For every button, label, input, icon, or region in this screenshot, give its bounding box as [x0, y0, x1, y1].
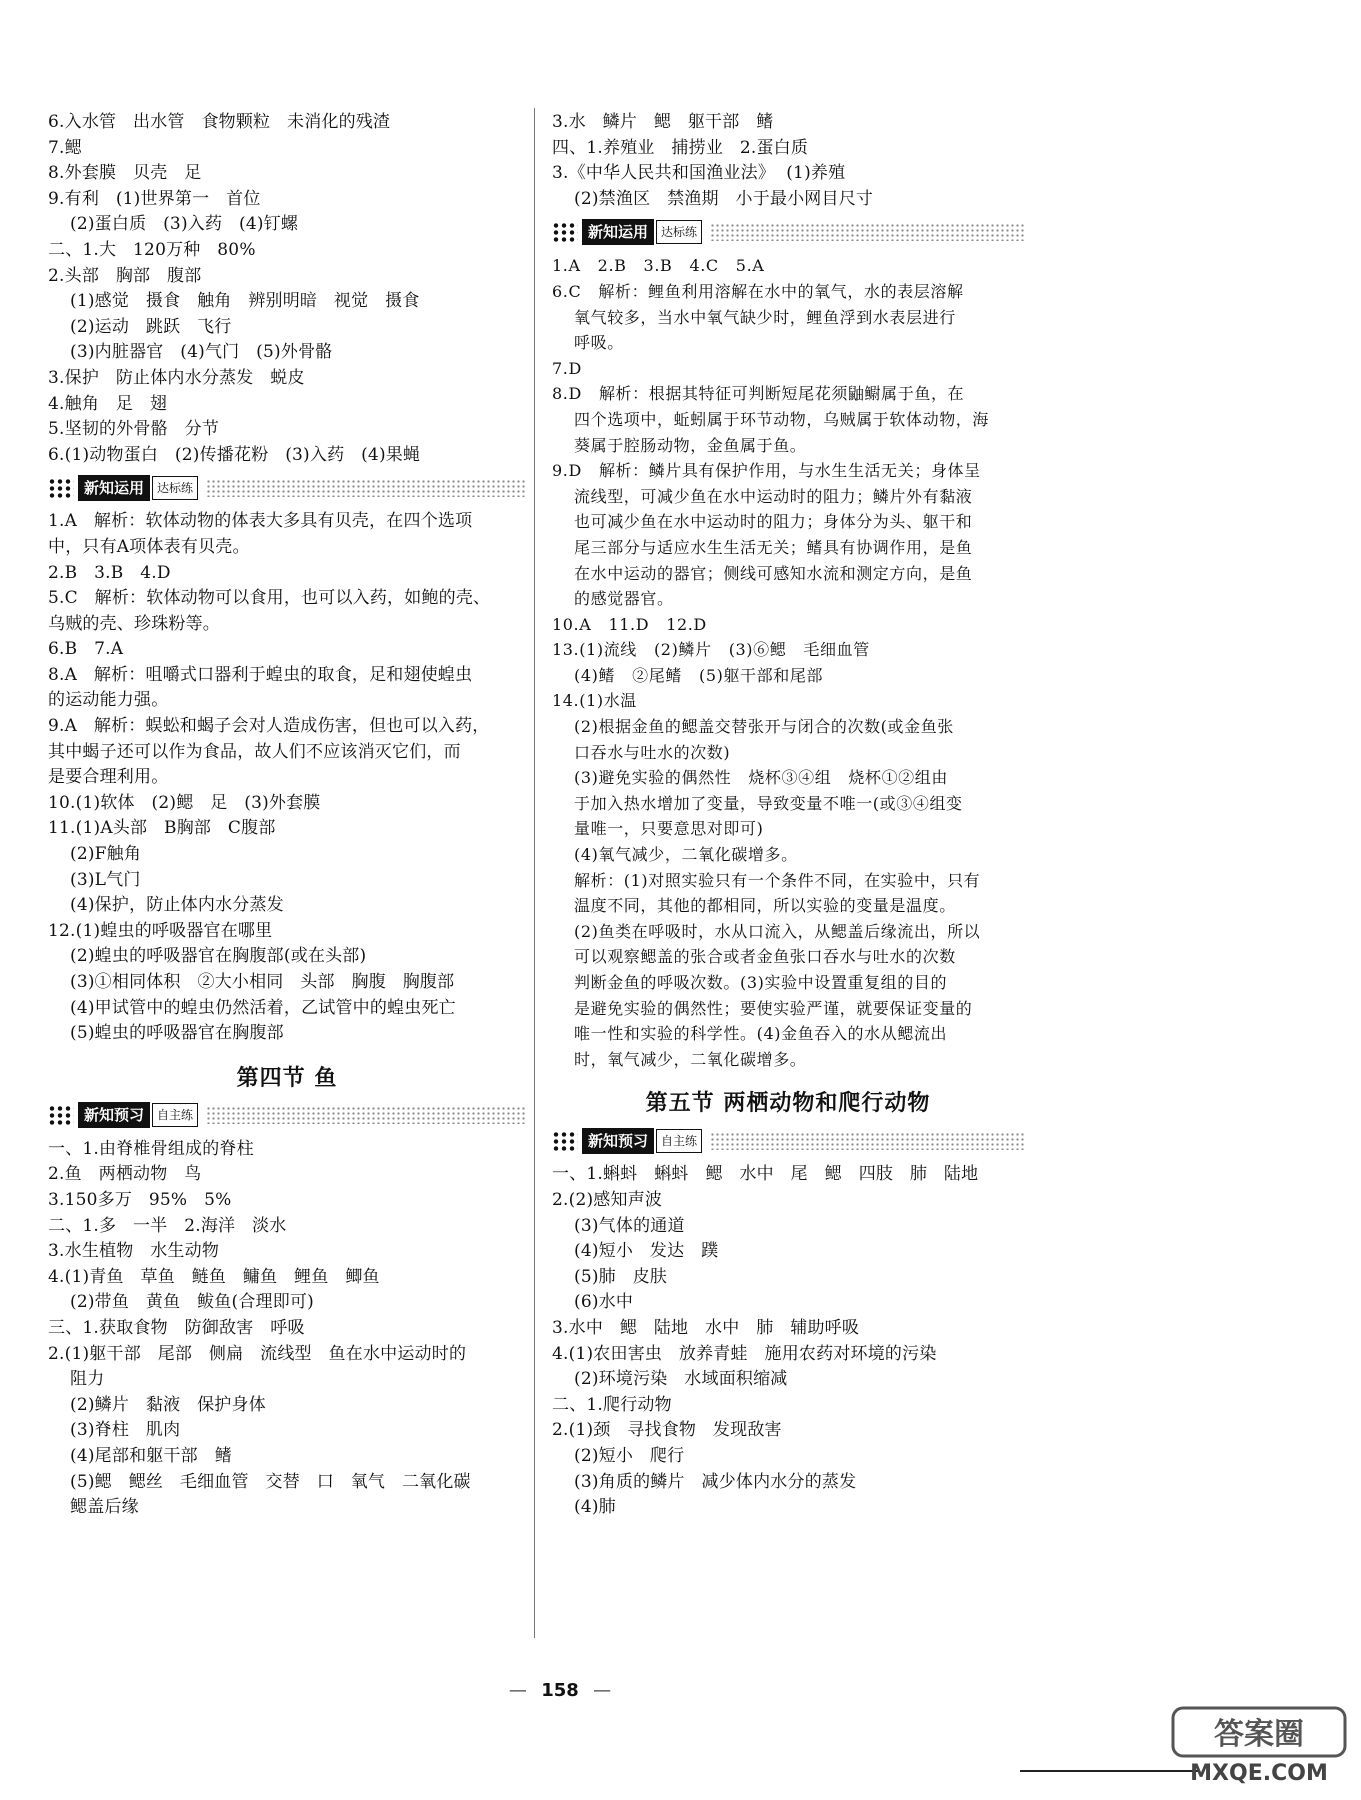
answer-line: 二、1.大 120万种 80%	[48, 239, 256, 260]
answer-line: 呼吸。	[574, 333, 624, 353]
answer-line: (2)短小 爬行	[574, 1445, 685, 1466]
answer-line: (4)尾部和躯干部 鳍	[70, 1445, 232, 1466]
section-banner	[552, 1127, 1024, 1154]
banner-main-label: 新知运用	[582, 219, 654, 245]
answer-line: (2)蛋白质 (3)入药 (4)钉螺	[70, 214, 299, 235]
watermark-logo	[1169, 1704, 1349, 1786]
answer-line: (2)F触角	[70, 844, 142, 865]
answer-line: 13.(1)流线 (2)鳞片 (3)⑥鳃 毛细血管	[552, 640, 870, 660]
watermark-top-text: 答案圈	[1214, 1717, 1304, 1752]
dotted-trail	[206, 1106, 526, 1124]
answer-line: 2.B 3.B 4.D	[48, 562, 171, 583]
section-title: 第五节 两栖动物和爬行动物	[645, 1091, 931, 1117]
answer-line: 是避免实验的偶然性；要使实验严谨，就要保证变量的	[574, 998, 973, 1018]
answer-line: 3.水中 鳃 陆地 水中 肺 辅助呼吸	[552, 1317, 860, 1338]
banner-sub-label: 达标练	[656, 220, 702, 244]
answer-line: 量唯一，只要意思对即可)	[574, 819, 764, 839]
left-column	[48, 110, 526, 1521]
banner-main-label: 新知预习	[78, 1102, 150, 1128]
answer-line: 2.(2)感知声波	[552, 1189, 663, 1210]
answer-line: 的运动能力强。	[48, 690, 169, 711]
answer-line: 二、1.多 一半 2.海洋 淡水	[48, 1215, 287, 1236]
answer-line: 乌贼的壳、珍珠粉等。	[48, 613, 220, 634]
answer-block	[48, 509, 526, 1046]
answer-line: 8.A 解析：咀嚼式口器利于蝗虫的取食，足和翅使蝗虫	[48, 664, 473, 685]
answer-line: 6.(1)动物蛋白 (2)传播花粉 (3)入药 (4)果蝇	[48, 444, 421, 465]
section-title: 第四节 鱼	[236, 1065, 338, 1091]
answer-line: 一、1.蝌蚪 蝌蚪 鳃 水中 尾 鳃 四肢 肺 陆地	[552, 1164, 979, 1185]
answer-line: (2)禁渔区 禁渔期 小于最小网目尺寸	[574, 188, 874, 209]
page-number	[490, 1680, 630, 1701]
answer-line: 3.保护 防止体内水分蒸发 蜕皮	[48, 367, 305, 388]
answer-line: 6.入水管 出水管 食物颗粒 未消化的残渣	[48, 112, 391, 132]
answer-line: 于加入热水增加了变量，导致变量不唯一(或③④组变	[574, 793, 963, 813]
answer-line: 氧气较多，当水中氧气缺少时，鲤鱼浮到水表层进行	[574, 307, 956, 327]
answer-line: (5)鳃 鳃丝 毛细血管 交替 口 氧气 二氧化碳	[70, 1471, 471, 1492]
section-banner	[552, 218, 1024, 245]
grid-dots-icon	[552, 222, 578, 242]
answer-line: 一、1.由脊椎骨组成的脊柱	[48, 1138, 254, 1159]
answer-line: 中，只有A项体表有贝壳。	[48, 536, 250, 557]
answer-line: (5)蝗虫的呼吸器官在胸腹部	[70, 1023, 284, 1044]
answer-line: 2.鱼 两栖动物 鸟	[48, 1164, 202, 1185]
answer-line: 8.外套膜 贝壳 足	[48, 163, 202, 184]
answer-line: (4)短小 发达 蹼	[574, 1241, 719, 1262]
page-number-value: 158	[541, 1680, 579, 1701]
banner-sub-label: 自主练	[656, 1129, 702, 1153]
answer-line: 四、1.养殖业 捕捞业 2.蛋白质	[552, 137, 809, 158]
answer-line: 3.150多万 95% 5%	[48, 1189, 232, 1210]
answer-line: (5)肺 皮肤	[574, 1266, 668, 1287]
answer-line: 二、1.爬行动物	[552, 1394, 672, 1415]
answer-line: 可以观察鳃盖的张合或者金鱼张口吞水与吐水的次数	[574, 947, 956, 967]
answer-line: 4.(1)农田害虫 放养青蛙 施用农药对环境的污染	[552, 1343, 937, 1364]
answer-line: (4)鳍 ②尾鳍 (5)躯干部和尾部	[574, 665, 824, 685]
answer-line: 2.(1)颈 寻找食物 发现敌害	[552, 1420, 782, 1441]
answer-line: (2)蝗虫的呼吸器官在胸腹部(或在头部)	[70, 946, 367, 967]
answer-line: 4.触角 足 翅	[48, 393, 168, 414]
answer-line: 10.A 11.D 12.D	[552, 614, 707, 634]
dash-right: —	[593, 1680, 612, 1701]
answer-line: (3)内脏器官 (4)气门 (5)外骨骼	[70, 342, 333, 363]
answer-line: 三、1.获取食物 防御敌害 呼吸	[48, 1317, 305, 1338]
answer-block	[552, 1162, 1024, 1520]
answer-line: 11.(1)A头部 B胸部 C腹部	[48, 818, 276, 839]
answer-line: 1.A 解析：软体动物的体表大多具有贝壳，在四个选项	[48, 511, 473, 532]
answer-line: (4)保护，防止体内水分蒸发	[70, 895, 284, 916]
answer-line: (4)甲试管中的蝗虫仍然活着，乙试管中的蝗虫死亡	[70, 997, 456, 1018]
section-banner	[48, 474, 526, 501]
answer-line: 7.D	[552, 358, 582, 378]
right-column	[552, 110, 1024, 1521]
answer-line: (6)水中	[574, 1292, 634, 1313]
answer-line: 在水中运动的器官；侧线可感知水流和测定方向，是鱼	[574, 563, 973, 583]
grid-dots-icon	[552, 1131, 578, 1151]
answer-line: 10.(1)软体 (2)鳃 足 (3)外套膜	[48, 792, 321, 813]
answer-line: (3)脊柱 肌肉	[70, 1420, 181, 1441]
answer-line: (2)运动 跳跃 飞行	[70, 316, 232, 337]
answer-line: 2.头部 胸部 腹部	[48, 265, 202, 286]
grid-dots-icon	[48, 478, 74, 498]
banner-main-label: 新知预习	[582, 1128, 654, 1154]
answer-line: 9.A 解析：蜈蚣和蝎子会对人造成伤害，但也可以入药，	[48, 716, 490, 737]
answer-line: (3)避免实验的偶然性 烧杯③④组 烧杯①②组由	[574, 768, 948, 788]
answer-block	[552, 110, 1024, 212]
answer-line: (1)感觉 摄食 触角 辨别明暗 视觉 摄食	[70, 291, 420, 312]
answer-line: 2.(1)躯干部 尾部 侧扁 流线型 鱼在水中运动时的	[48, 1343, 467, 1364]
answer-line: 8.D 解析：根据其特征可判断短尾花须鼬鳚属于鱼，在	[552, 384, 965, 404]
answer-line: 葵属于腔肠动物，金鱼属于鱼。	[574, 435, 807, 455]
answer-line: (2)鱼类在呼吸时，水从口流入，从鳃盖后缘流出，所以	[574, 921, 981, 941]
answer-line: 6.C 解析：鲤鱼利用溶解在水中的氧气，水的表层溶解	[552, 281, 964, 301]
dash-left: —	[508, 1680, 527, 1701]
answer-line: 判断金鱼的呼吸次数。(3)实验中设置重复组的目的	[574, 973, 948, 992]
answer-line: 鳃盖后缘	[70, 1497, 139, 1518]
answer-line: 尾三部分与适应水生生活无关；鳍具有协调作用，是鱼	[574, 537, 973, 557]
answer-line: 3.《中华人民共和国渔业法》 (1)养殖	[552, 163, 846, 184]
answer-line: (2)环境污染 水域面积缩减	[574, 1369, 788, 1390]
answer-line: 6.B 7.A	[48, 639, 124, 660]
answer-line: 其中蝎子还可以作为食品，故人们不应该消灭它们，而	[48, 741, 461, 762]
answer-line: (3)L气门	[70, 869, 141, 890]
answer-line: 口吞水与吐水的次数)	[574, 742, 731, 762]
answer-line: (4)肺	[574, 1497, 616, 1518]
answer-line: 7.鳃	[48, 137, 82, 158]
answer-line: 12.(1)蝗虫的呼吸器官在哪里	[48, 920, 273, 941]
watermark-bottom-text: MXQE.COM	[1190, 1761, 1328, 1786]
answer-line: 14.(1)水温	[552, 691, 637, 711]
answer-line: 解析：(1)对照实验只有一个条件不同，在实验中，只有	[574, 870, 981, 890]
answer-line: 的感觉器官。	[574, 589, 674, 609]
answer-line: (2)带鱼 黄鱼 鲅鱼(合理即可)	[70, 1292, 314, 1313]
answer-line: 9.有利 (1)世界第一 首位	[48, 188, 261, 209]
dotted-trail	[710, 223, 1024, 241]
answer-line: (3)角质的鳞片 减少体内水分的蒸发	[574, 1471, 857, 1492]
answer-line: 是要合理利用。	[48, 767, 169, 788]
answer-line: (2)根据金鱼的鳃盖交替张开与闭合的次数(或金鱼张	[574, 717, 954, 737]
dotted-trail	[710, 1132, 1024, 1150]
answer-line: (3)气体的通道	[574, 1215, 685, 1236]
answer-line: 4.(1)青鱼 草鱼 鲢鱼 鳙鱼 鲤鱼 鲫鱼	[48, 1266, 380, 1287]
answer-line: (3)①相同体积 ②大小相同 头部 胸腹 胸腹部	[70, 972, 455, 992]
grid-dots-icon	[48, 1105, 74, 1125]
answer-line: 3.水生植物 水生动物	[48, 1241, 220, 1262]
banner-main-label: 新知运用	[78, 475, 150, 501]
answer-block	[552, 253, 1024, 1072]
answer-block	[48, 110, 526, 468]
answer-line: (2)鳞片 黏液 保护身体	[70, 1394, 266, 1415]
answer-line: 阻力	[70, 1369, 105, 1390]
answer-line: (4)氧气减少，二氧化碳增多。	[574, 845, 798, 865]
dotted-trail	[206, 479, 526, 497]
answer-line: 时，氧气减少，二氧化碳增多。	[574, 1049, 807, 1069]
answer-line: 9.D 解析：鳞片具有保护作用，与水生生活无关；身体呈	[552, 461, 981, 481]
answer-line: 唯一性和实验的科学性。(4)金鱼吞入的水从鳃流出	[574, 1024, 948, 1044]
banner-sub-label: 达标练	[152, 476, 198, 500]
answer-line: 5.坚韧的外骨骼 分节	[48, 419, 220, 440]
answer-line: 3.水 鳞片 鳃 躯干部 鳍	[552, 112, 774, 132]
section-banner	[48, 1102, 526, 1129]
answer-line: 温度不同，其他的都相同，所以实验的变量是温度。	[574, 896, 956, 916]
column-divider	[534, 108, 535, 1638]
answer-block	[48, 1137, 526, 1521]
answer-line: 5.C 解析：软体动物可以食用，也可以入药，如鲍的壳、	[48, 588, 491, 609]
banner-sub-label: 自主练	[152, 1103, 198, 1127]
answer-line: 也可减少鱼在水中运动时的阻力；身体分为头、躯干和	[574, 512, 973, 532]
answer-line: 流线型，可减少鱼在水中运动时的阻力；鳞片外有黏液	[574, 486, 973, 506]
answer-line: 四个选项中，蚯蚓属于环节动物，乌贼属于软体动物，海	[574, 409, 990, 429]
answer-line: 1.A 2.B 3.B 4.C 5.A	[552, 256, 765, 276]
